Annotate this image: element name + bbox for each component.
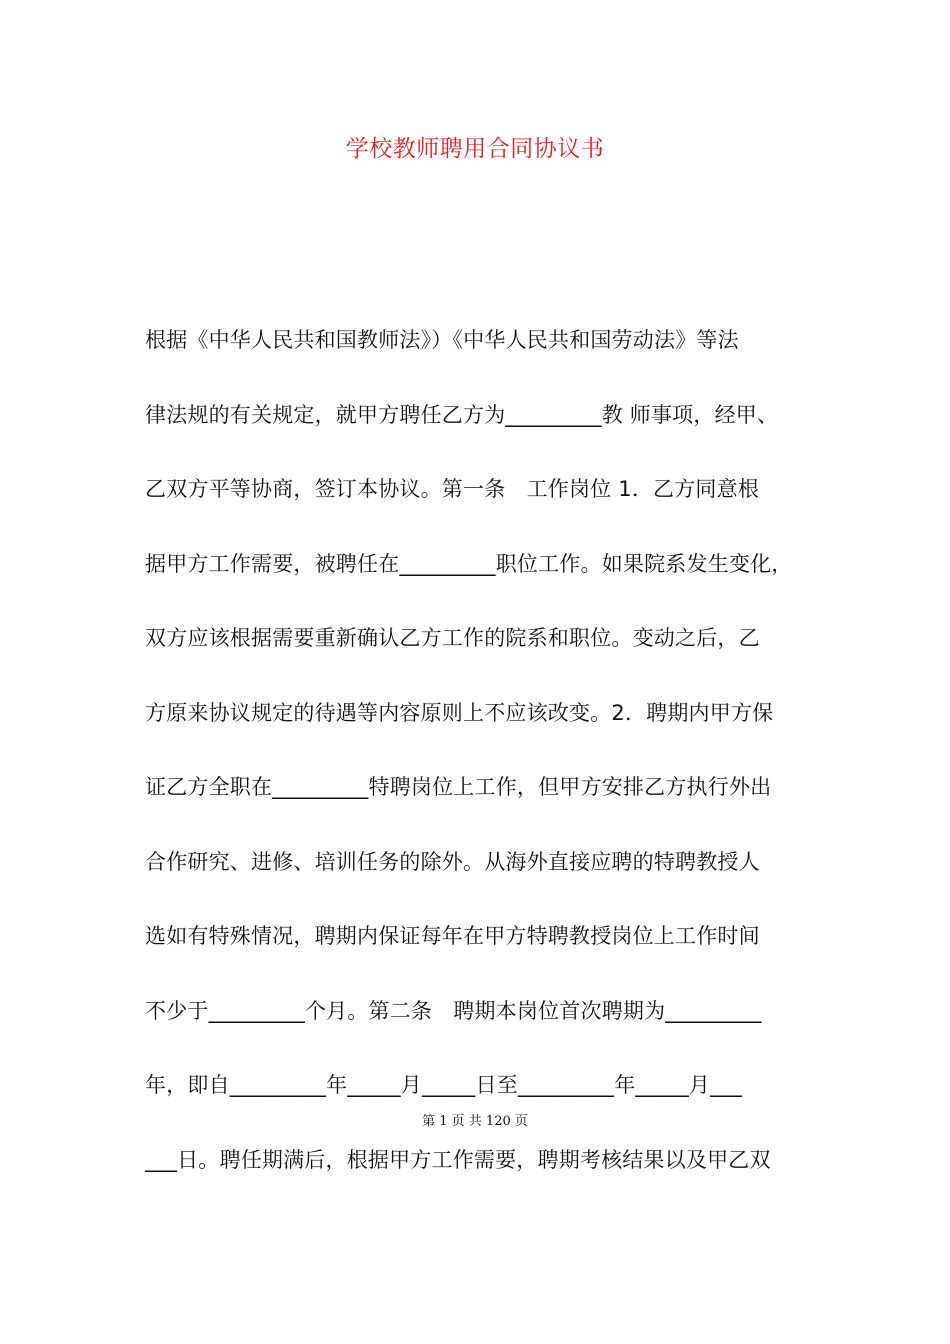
body-line: 合作研究、进修、培训任务的除外。从海外直接应聘的特聘教授人 <box>145 850 760 874</box>
body-line: 年，即自_________年_____月_____日至_________年_____月___ <box>145 1073 743 1097</box>
body-line: 律法规的有关规定，就甲方聘任乙方为_________教 师事项，经甲、 <box>145 403 779 427</box>
page-number-footer: 第 1 页 共 120 页 <box>422 1114 528 1129</box>
body-line: 方原来协议规定的待遇等内容原则上不应该改变。2．聘期内甲方保 <box>145 701 774 725</box>
body-line: 据甲方工作需要，被聘任在_________职位工作。如果院系发生变化， <box>145 552 793 576</box>
body-line: 证乙方全职在_________特聘岗位上工作，但甲方安排乙方执行外出 <box>145 775 772 799</box>
body-line: 乙双方平等协商，签订本协议。第一条 工作岗位 1．乙方同意根 <box>145 477 760 501</box>
body-line: 根据《中华人民共和国教师法》）《中华人民共和国劳动法》等法 <box>145 328 739 352</box>
body-line: ___日。聘任期满后，根据甲方工作需要，聘期考核结果以及甲乙双 <box>145 1148 771 1172</box>
body-line: 双方应该根据需要重新确认乙方工作的院系和职位。变动之后，乙 <box>145 626 760 650</box>
body-line: 选如有特殊情况，聘期内保证每年在甲方特聘教授岗位上工作时间 <box>145 924 760 948</box>
document-title: 学校教师聘用合同协议书 <box>345 136 605 162</box>
body-line: 不少于_________个月。第二条 聘期本岗位首次聘期为_________ <box>145 999 762 1023</box>
